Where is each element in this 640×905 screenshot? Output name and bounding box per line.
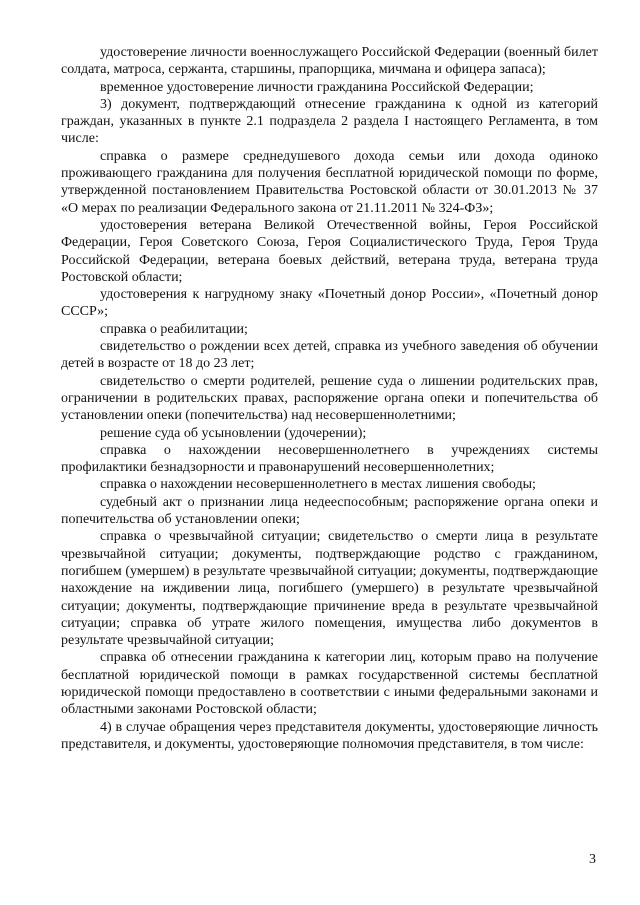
paragraph: решение суда об усыновлении (удочерении);: [100, 425, 367, 441]
paragraph: справка о нахождении несовершеннолетнего в местах лишения свободы;: [100, 477, 536, 493]
paragraph: справка о реабилитации;: [100, 321, 248, 337]
paragraph: временное удостоверение личности гражданина Российской Федерации;: [100, 79, 534, 95]
paragraph: удостоверение личности военнослужащего Российской Федерации (военный билет солдата, матроса, сержанта, старшины, прапорщика, мичмана и офицера запаса);: [61, 45, 598, 78]
paragraph: справка о чрезвычайной ситуации; свидетельство о смерти лица в результате чрезвычайной ситуации; документы, подтверждающие родство с гражданином, погибшем (умершем) в результате чрезвычайной ситуации; документы, подтверждающие нахождение на иждивении лица, погибшего (умершего) в результате чрезвычайной ситуации; документы, подтверждающие причинение вреда в результате чрезвычайной ситуации; справка об утрате жилого помещения, имущества либо документов в результате чрезвычайной ситуации;: [61, 529, 598, 649]
document-body: [61, 44, 598, 753]
paragraph: справка о нахождении несовершеннолетнего в учреждениях системы профилактики безнадзорности и правонарушений несовершеннолетних;: [61, 442, 598, 476]
paragraph: судебный акт о признании лица недееспособным; распоряжение органа опеки и попечительства об установлении опеки;: [61, 494, 598, 528]
paragraph: справка об отнесении гражданина к категории лиц, которым право на получение бесплатной юридической помощи в рамках государственной системы бесплатной юридической помощи предоставлено в соответствии с иными федеральными законами и областными законами Ростовской области;: [61, 650, 598, 718]
paragraph: свидетельство о смерти родителей, решение суда о лишении родительских прав, ограничении в родительских правах, распоряжение органа опеки и попечительства об установлении опеки (попечительства) над несовершеннолетними;: [61, 373, 598, 424]
paragraph: свидетельство о рождении всех детей, справка из учебного заведения об обучении детей в возрасте от 18 до 23 лет;: [61, 339, 598, 372]
paragraph: справка о размере среднедушевого дохода семьи или дохода одиноко проживающего гражданина для получения бесплатной юридической помощи по форме, утвержденной постановлением Правительства Ростовской области от 30.01.2013 № 37 «О мерах по реализации Федерального закона от 21.11.2011 № 324-ФЗ»;: [61, 148, 598, 216]
paragraph: удостоверения к нагрудному знаку «Почетный донор России», «Почетный донор СССР»;: [61, 287, 598, 320]
paragraph: 3) документ, подтверждающий отнесение гражданина к одной из категорий граждан, указанных в пункте 2.1 подраздела 2 раздела I настоящего Регламента, в том числе:: [61, 96, 598, 147]
page-number: 3: [589, 852, 596, 867]
paragraph: 4) в случае обращения через представителя документы, удостоверяющие личность представителя, и документы, удостоверяющие полномочия представителя, в том числе:: [61, 719, 598, 752]
paragraph: удостоверения ветерана Великой Отечественной войны, Героя Российской Федерации, Героя Советского Союза, Героя Социалистического Труда, Героя Труда Российской Федерации, ветерана боевых действий, ветерана труда, ветерана труда Ростовской области;: [61, 217, 598, 285]
